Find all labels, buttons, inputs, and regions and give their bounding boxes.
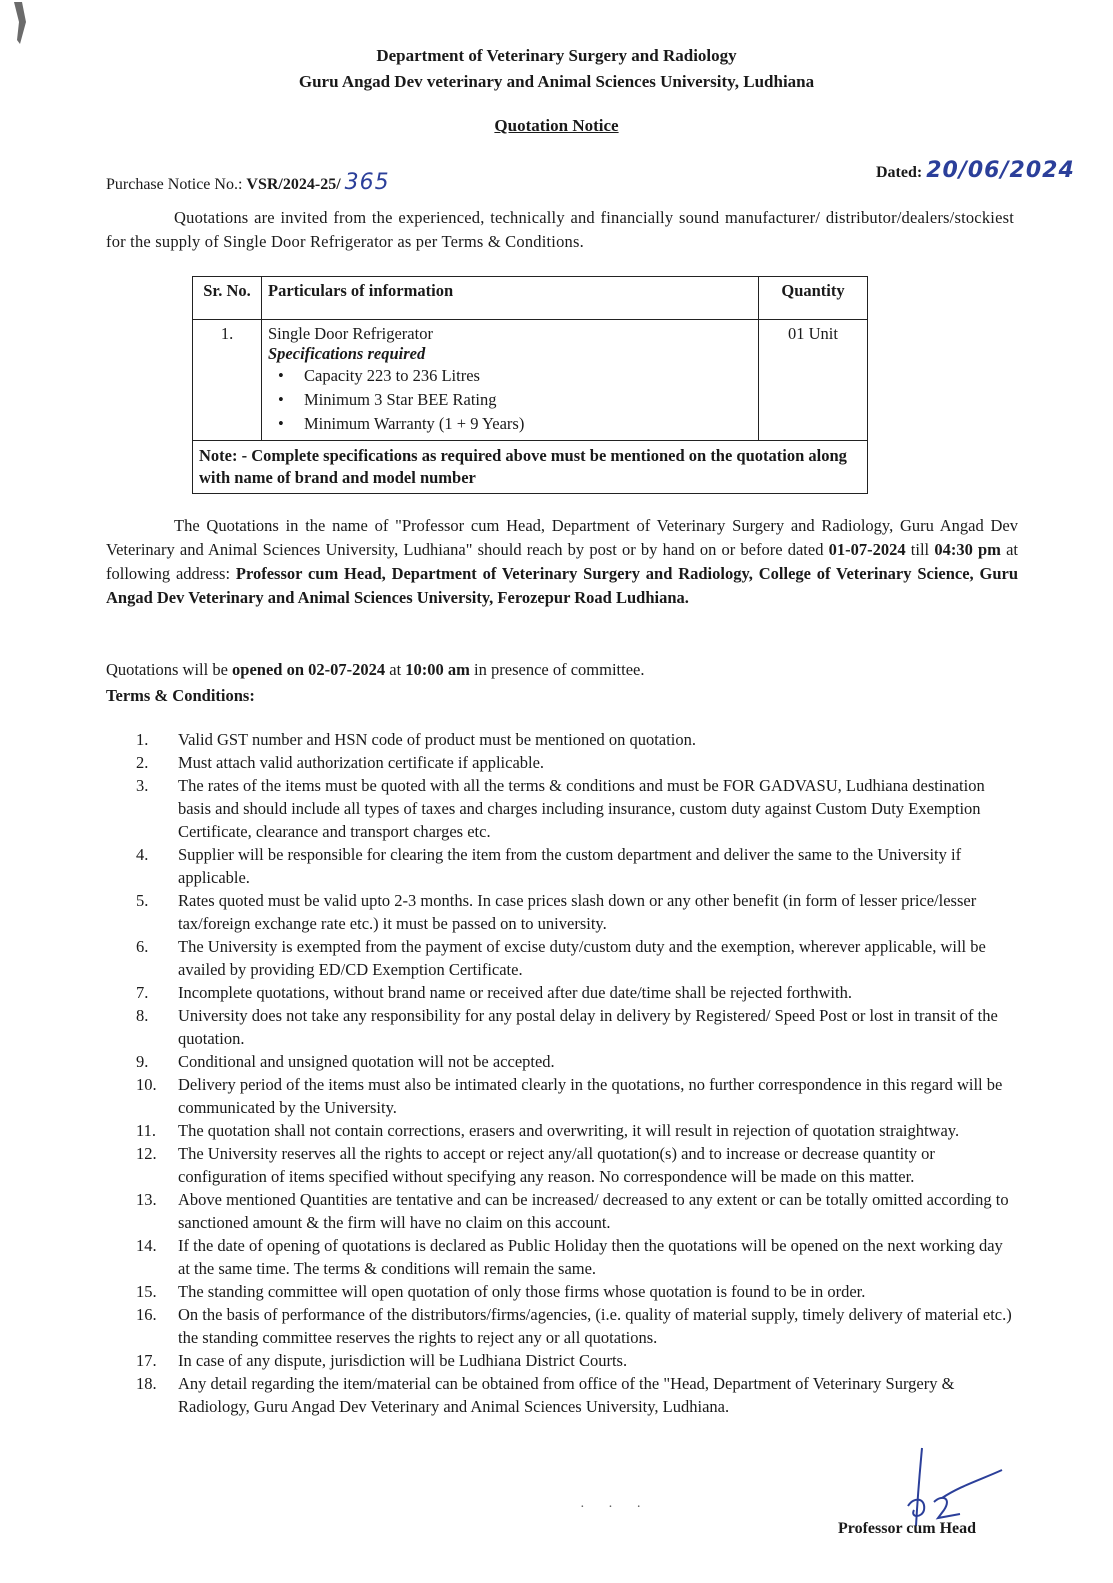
intro-paragraph: Quotations are invited from the experienced, technically and financially sound manufacturer/ distributor/dealers/stockiest for the supply of Single Door Refrigerator as per Terms & Conditions. <box>106 208 1014 251</box>
scan-specks: · · · <box>580 1500 651 1515</box>
submission-text-3: at following address: <box>106 540 1018 583</box>
row-quantity: 01 Unit <box>759 320 868 441</box>
list-item <box>106 1188 1016 1234</box>
list-item <box>106 1372 1016 1418</box>
term-number: 7. <box>136 983 149 1002</box>
list-item <box>106 774 1016 843</box>
signatory-title: Professor cum Head <box>838 1520 977 1537</box>
list-item <box>106 751 1016 774</box>
submission-paragraph <box>106 514 1018 610</box>
term-number: 18. <box>136 1374 157 1393</box>
opening-mid: at <box>385 660 406 679</box>
opening-time: 10:00 am <box>405 660 470 679</box>
table-header-row <box>193 277 868 320</box>
list-item <box>106 1303 1016 1349</box>
list-item <box>106 1142 1016 1188</box>
handwritten-notice-number: 365 <box>344 170 390 195</box>
term-number: 17. <box>136 1351 157 1370</box>
term-text: In case of any dispute, jurisdiction will be Ludhiana District Courts. <box>178 1351 628 1370</box>
row-sr-no: 1. <box>193 320 262 441</box>
opening-line <box>106 660 644 680</box>
term-text: Delivery period of the items must also be intimated clearly in the quotations, no further correspondence in this regard will be communicated by the University. <box>178 1075 1003 1117</box>
term-number: 3. <box>136 776 149 795</box>
term-text: On the basis of performance of the distributors/firms/agencies, (i.e. quality of material supply, timely delivery of material etc.) the standing committee reserves the rights to reject any or all quotations. <box>178 1305 1012 1347</box>
term-number: 11. <box>136 1121 157 1140</box>
term-number: 9. <box>136 1052 149 1071</box>
term-number: 8. <box>136 1006 149 1025</box>
row-particulars <box>262 320 759 441</box>
term-text: Rates quoted must be valid upto 2-3 months. In case prices slash down or any other benefit (in form of lesser price/lesser tax/foreign exchange rate etc.) it must be passed on to university. <box>178 891 977 933</box>
list-item <box>106 1073 1016 1119</box>
table-row <box>193 320 868 441</box>
list-item <box>106 728 1016 751</box>
spec-item: • Minimum Warranty (1 + 9 Years) <box>278 412 752 436</box>
term-text: The University is exempted from the payment of excise duty/custom duty and the exemption, wherever applicable, will be availed by providing ED/CD Exemption Certificate. <box>178 937 986 979</box>
opening-prefix: Quotations will be <box>106 660 233 679</box>
due-date: 01-07-2024 <box>828 540 906 559</box>
term-text: The quotation shall not contain corrections, erasers and overwriting, it will result in rejection of quotation straightway. <box>178 1121 960 1140</box>
list-item <box>106 1050 1016 1073</box>
list-item <box>106 1280 1016 1303</box>
term-text: The standing committee will open quotation of only those firms whose quotation is found to be in order. <box>178 1282 866 1301</box>
list-item <box>106 1234 1016 1280</box>
term-text: Must attach valid authorization certificate if applicable. <box>178 753 545 772</box>
term-text: Valid GST number and HSN code of product must be mentioned on quotation. <box>178 730 696 749</box>
opening-suffix: in presence of committee. <box>469 660 645 679</box>
university-name: Guru Angad Dev veterinary and Animal Sciences University, Ludhiana <box>298 72 815 91</box>
dated-label: Dated: <box>876 164 923 181</box>
purchase-notice-label: Purchase Notice No.: <box>106 176 243 193</box>
term-number: 14. <box>136 1236 157 1255</box>
spec-heading: Specifications required <box>268 344 426 363</box>
term-text: The rates of the items must be quoted with all the terms & conditions and must be FOR GADVASU, Ludhiana destination basis and should include all types of taxes and charges including insurance, custom duty against Custom Duty Exemption Certificate, clearance and transport charges etc. <box>178 776 985 841</box>
department-name: Department of Veterinary Surgery and Radiology <box>376 46 737 65</box>
staple-mark <box>8 0 38 50</box>
spec-item: • Capacity 223 to 236 Litres <box>278 364 752 388</box>
item-name: Single Door Refrigerator <box>268 324 433 343</box>
list-item <box>106 889 1016 935</box>
purchase-notice-number <box>106 170 390 195</box>
table-note: Note: - Complete specifications as required above must be mentioned on the quotation along with name of brand and model number <box>193 441 868 494</box>
term-text: The University reserves all the rights to accept or reject any/all quotation(s) and to increase or decrease quantity or configuration of items specified without specifying any reason. No correspondence will be made on this matter. <box>178 1144 935 1186</box>
spec-list <box>268 364 752 436</box>
header-sr-no: Sr. No. <box>193 277 262 320</box>
term-number: 1. <box>136 730 149 749</box>
term-text: If the date of opening of quotations is declared as Public Holiday then the quotations will be opened on the next working day at the same time. The terms & conditions will remain the same. <box>178 1236 1003 1278</box>
term-number: 12. <box>136 1144 157 1163</box>
purchase-notice-code: VSR/2024-25/ <box>246 176 341 193</box>
header-particulars: Particulars of information <box>262 277 759 320</box>
list-item <box>106 1004 1016 1050</box>
term-text: Above mentioned Quantities are tentative and can be increased/ decreased to any extent or can be totally omitted according to sanctioned amount & the firm will have no claim on this account. <box>178 1190 1009 1232</box>
term-text: University does not take any responsibility for any postal delay in delivery by Registered/ Speed Post or lost in transit of the quotation. <box>178 1006 998 1048</box>
submission-text-1: The Quotations in the name of "Professor cum Head, Department of Veterinary Surgery and Radiology, Guru Angad Dev Veterinary and Animal Sciences University, Ludhiana" should reach by post or by hand on or before dated <box>106 516 1018 559</box>
term-number: 13. <box>136 1190 157 1209</box>
handwritten-date: 20/06/2024 <box>926 158 1075 183</box>
term-number: 16. <box>136 1305 157 1324</box>
list-item <box>106 843 1016 889</box>
term-text: Any detail regarding the item/material can be obtained from office of the "Head, Department of Veterinary Surgery & Radiology, Guru Angad Dev Veterinary and Animal Sciences University, Ludhiana. <box>178 1374 955 1416</box>
items-table <box>192 276 868 494</box>
terms-heading: Terms & Conditions: <box>106 686 255 705</box>
list-item <box>106 981 1016 1004</box>
term-number: 4. <box>136 845 149 864</box>
list-item <box>106 1119 1016 1142</box>
dated <box>876 158 1075 183</box>
note-row <box>193 441 868 494</box>
spec-item: • Minimum 3 Star BEE Rating <box>278 388 752 412</box>
terms-list <box>106 728 1016 1418</box>
opening-date: opened on 02-07-2024 <box>232 660 386 679</box>
list-item <box>106 935 1016 981</box>
term-number: 15. <box>136 1282 157 1301</box>
due-time: 04:30 pm <box>934 540 1001 559</box>
signature-scribble <box>880 1440 1010 1530</box>
list-item <box>106 1349 1016 1372</box>
submission-text-2: till <box>905 540 935 559</box>
term-text: Incomplete quotations, without brand name or received after due date/time shall be rejected forthwith. <box>178 983 852 1002</box>
term-number: 6. <box>136 937 149 956</box>
term-text: Conditional and unsigned quotation will not be accepted. <box>178 1052 555 1071</box>
term-number: 10. <box>136 1075 157 1094</box>
term-text: Supplier will be responsible for clearing the item from the custom department and deliver the same to the University if applicable. <box>178 845 962 887</box>
term-number: 2. <box>136 753 149 772</box>
submission-address: Professor cum Head, Department of Veterinary Surgery and Radiology, College of Veterinary Science, Guru Angad Dev Veterinary and Animal Sciences University, Ferozepur Road Ludhiana. <box>106 564 1019 607</box>
term-number: 5. <box>136 891 149 910</box>
header-quantity: Quantity <box>759 277 868 320</box>
document-title: Quotation Notice <box>494 116 619 135</box>
